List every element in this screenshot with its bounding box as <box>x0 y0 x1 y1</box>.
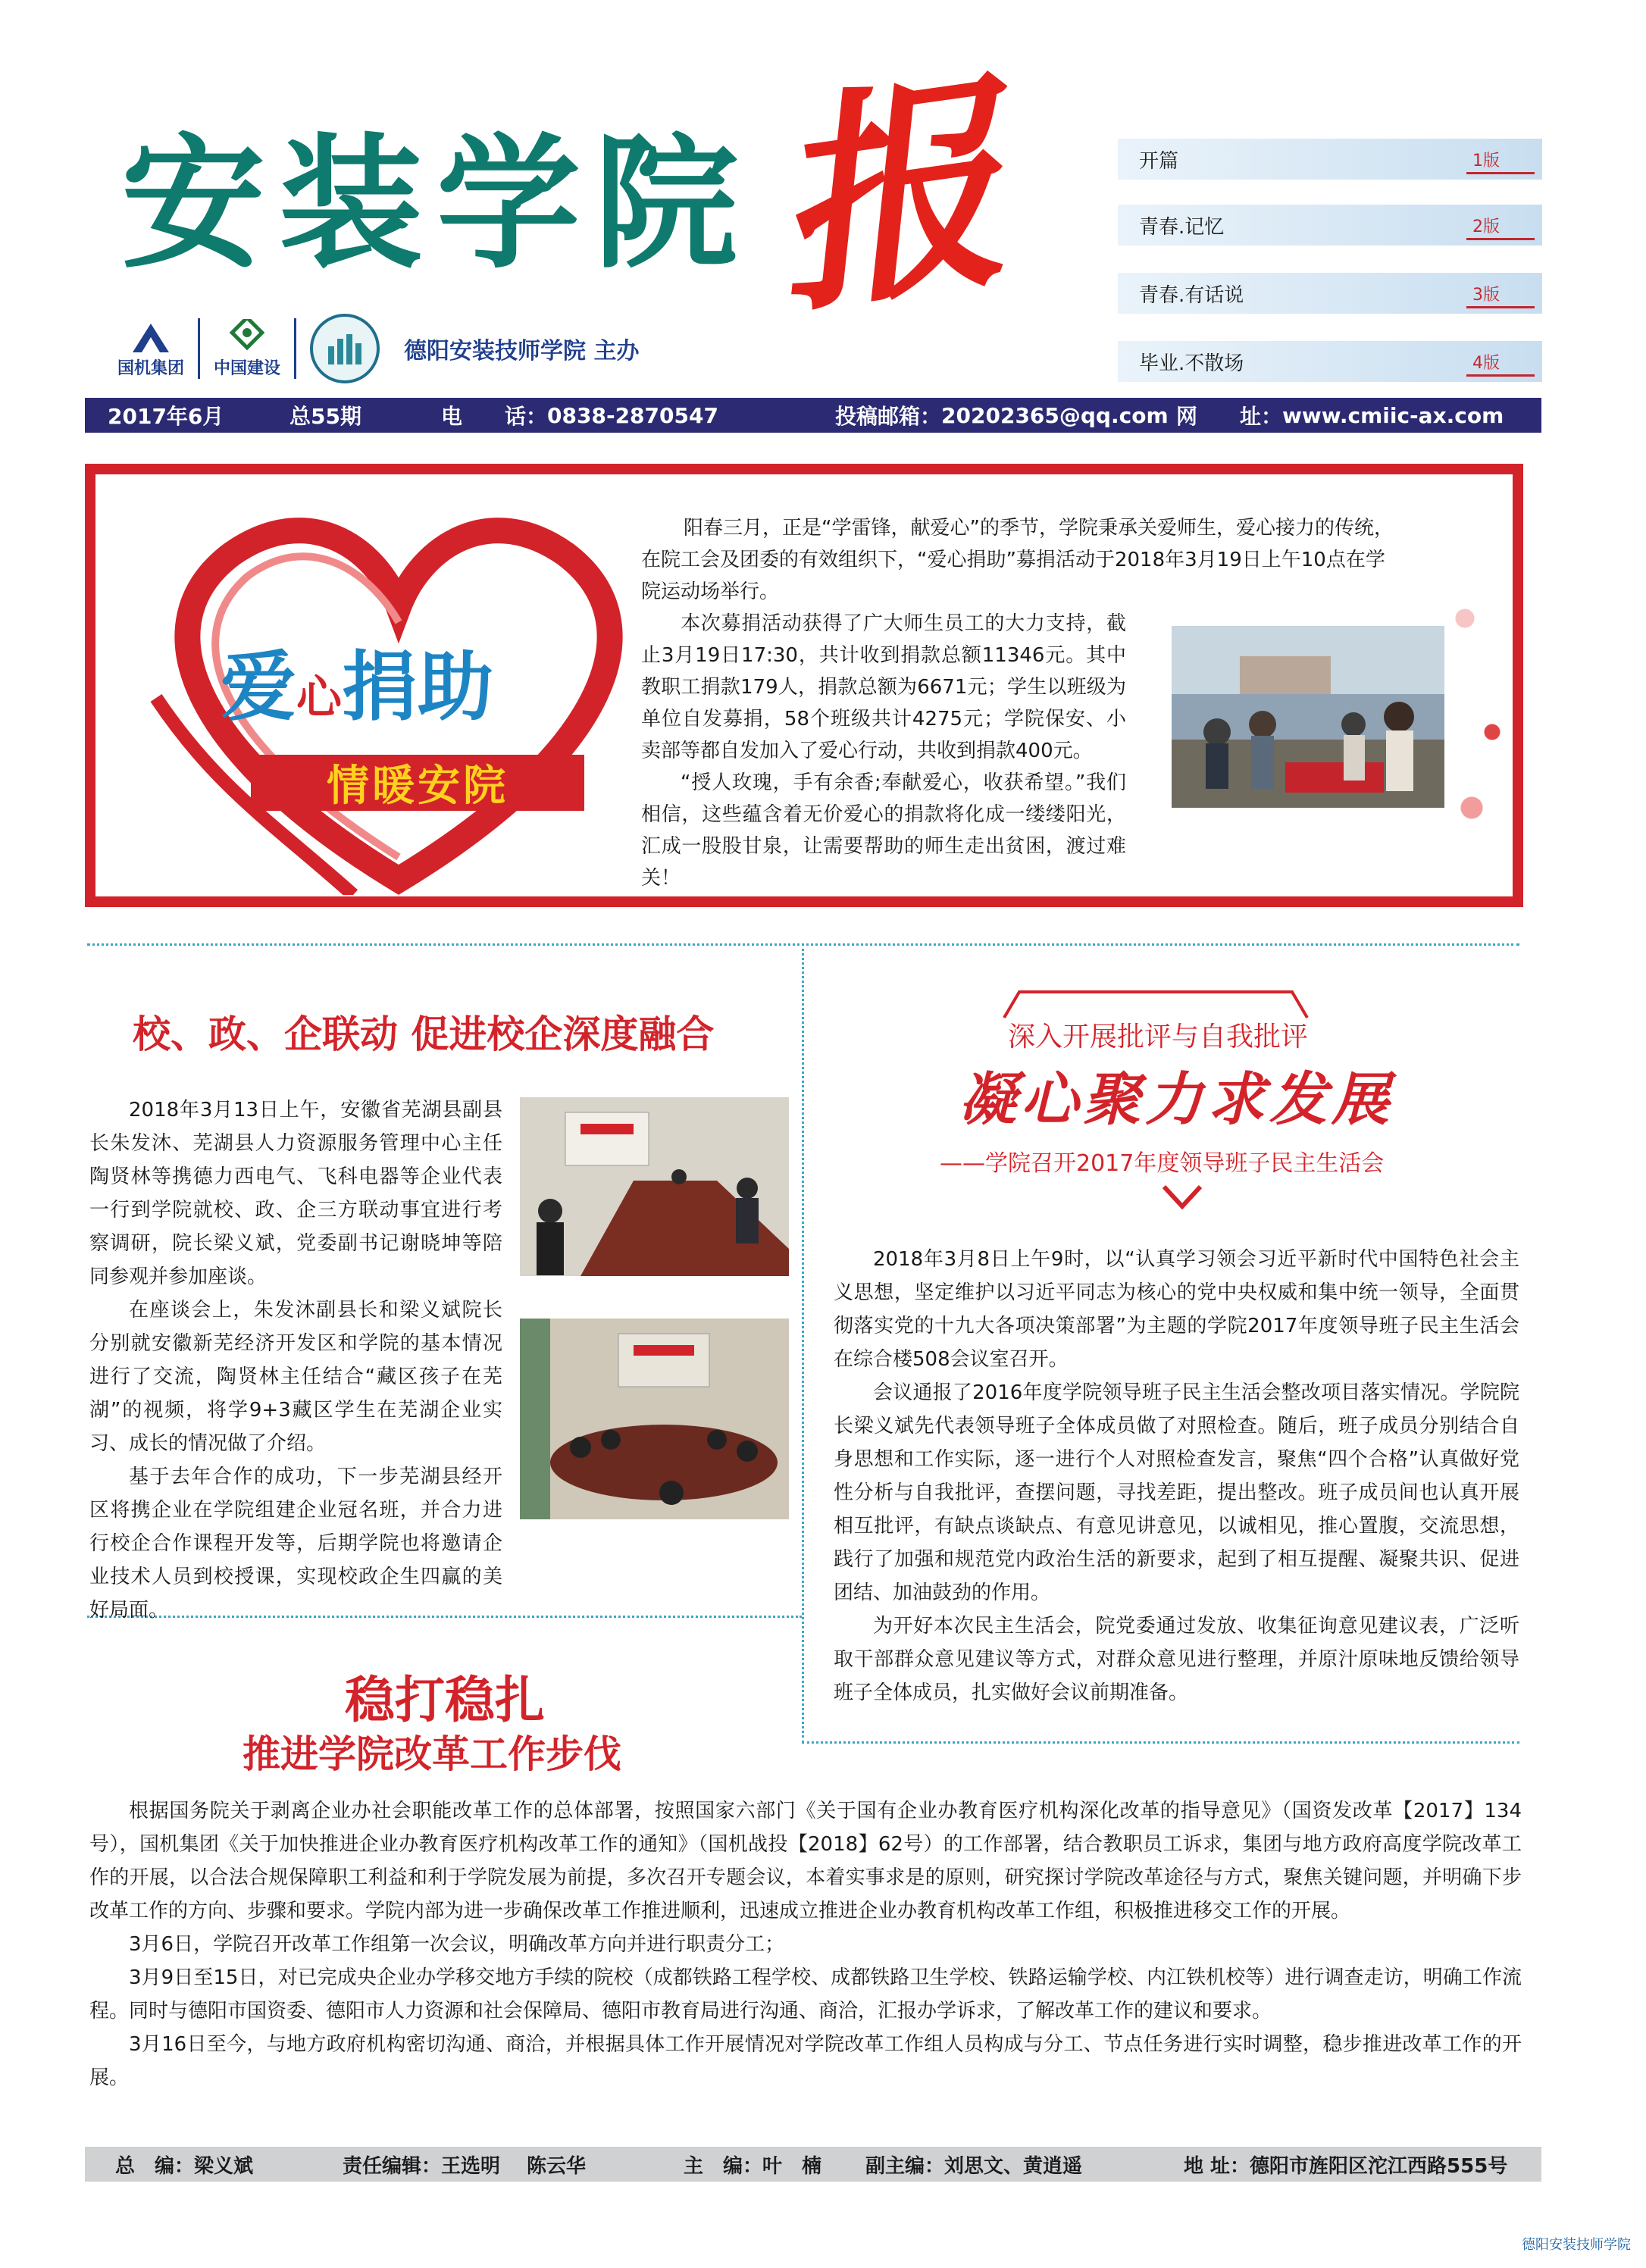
meeting-photo-1 <box>520 1097 789 1276</box>
guoji-logo-text: 国机集团 <box>117 358 185 378</box>
article3-title: 稳打稳扎 <box>345 1671 545 1729</box>
donation-photo-image <box>1172 626 1444 808</box>
corner-signature: 德阳安装技师学院 <box>1522 2237 1631 2253</box>
logo-row <box>117 311 639 386</box>
banner-heading: 爱心捐助 <box>221 643 493 731</box>
banner-subheading: 情暖安院 <box>251 755 584 811</box>
toc-item-qingchun-youhuashuo[interactable] <box>1118 273 1542 314</box>
toc-item-biye[interactable] <box>1118 341 1542 382</box>
phone-label: 电 话： <box>441 404 548 429</box>
article2-subtitle: ——学院召开2017年度领导班子民主生活会 <box>940 1150 1385 1177</box>
article2-paragraph: 会议通报了2016年度学院领导班子民主生活会整改项目落实情况。学院院长梁义斌先代表领导班子全体成员做了对照检查。随后，班子成员分别结合自身思想和工作实际，逐一进行个人对照检查发言，聚焦“四个合格”认真做好党性分析与自我批评，查摆问题，寻找差距，提出整改。班子成员间也认真开展相互批评，有缺点谈缺点、有意见讲意见，以诚相见，推心置腹，交流思想，践行了加强和规范党内政治生活的新要求，起到了相互提醒、凝聚共识、促进团结、加油鼓劲的作用。 <box>834 1381 1519 1604</box>
article3-paragraph: 3月6日，学院召开改革工作组第一次会议，明确改革方向并进行职责分工； <box>129 1933 785 1956</box>
chevron-down-icon <box>1159 1182 1205 1212</box>
toc-item-label: 毕业.不散场 <box>1139 352 1244 375</box>
article3-paragraph: 3月16日至今，与地方政府机构密切沟通、商洽，并根据具体工作开展情况对学院改革工作组人员构成与分工、节点任务进行实时调整，稳步推进改革工作的开展。 <box>89 2033 1522 2089</box>
charity-banner <box>85 464 1523 907</box>
article2-kicker: 深入开展批评与自我批评 <box>1008 1021 1309 1053</box>
editorial-footer <box>85 2147 1541 2182</box>
issue-date: 2017年6月 <box>108 404 224 429</box>
banner-text <box>641 512 1399 608</box>
email-value[interactable]: 20202365@qq.com <box>941 402 1169 428</box>
divider <box>802 1741 1519 1744</box>
web-label: 网 址： <box>1176 404 1283 429</box>
email-label: 投稿邮箱： <box>835 404 942 429</box>
web-value[interactable]: www.cmiic-ax.com <box>1282 402 1504 428</box>
toc-item-page: 4版 <box>1472 350 1535 374</box>
cscec-logo <box>214 319 280 379</box>
cscec-logo-text: 中国建设 <box>214 358 281 378</box>
banner-paragraph: 本次募捐活动获得了广大师生员工的大力支持，截止3月19日17:30，共计收到捐款总额11346元。其中教职工捐款179人，捐款总额为6671元；学生以班级为单位自发募捐，58个班级共计4275元；学院保安、小卖部等都自发加入了爱心行动，共收到捐款400元。 <box>641 612 1126 762</box>
guoji-logo <box>117 319 184 379</box>
school-seal-icon <box>310 314 380 383</box>
article1-body-top <box>89 1093 502 1294</box>
footer-responsible-editors: 责任编辑：王选明 陈云华 <box>343 2154 587 2178</box>
issue-number: 总55期 <box>289 404 361 429</box>
phone-value: 0838-2870547 <box>547 402 718 428</box>
toc-item-page: 1版 <box>1472 148 1535 171</box>
article3-subtitle: 推进学院改革工作步伐 <box>243 1732 621 1776</box>
banner-text-narrow <box>641 608 1126 894</box>
banner-paragraph: “授人玫瑰，手有余香;奉献爱心，收获希望。”我们相信，这些蕴含着无价爱心的捐款将化成一缕缕阳光，汇成一股股甘泉，让需要帮助的师生走出贫困，渡过难关！ <box>641 771 1126 890</box>
info-bar <box>85 398 1541 433</box>
footer-deputy-editors: 副主编：刘思文、黄逍遥 <box>865 2154 1083 2178</box>
article2-paragraph: 为开好本次民主生活会，院党委通过发放、收集征询意见建议表，广泛听取干部群众意见建议等方式，对群众意见进行整理，并原汁原味地反馈给领导班子全体成员，扎实做好会议前期准备。 <box>834 1615 1519 1704</box>
article1-paragraph: 基于去年合作的成功，下一步芜湖县经开区将携企业在学院组建企业冠名班，并合力进行校企合作课程开发等，后期学院也将邀请企业技术人员到校授课，实现校政企生四赢的美好局面。 <box>89 1466 502 1622</box>
article2-paragraph: 2018年3月8日上午9时，以“认真学习领会习近平新时代中国特色社会主义思想，坚定维护以习近平同志为核心的党中央权威和集中统一领导，全面贯彻落实党的十九大各项决策部署”为主题的学院2017年度领导班子民主生活会在综合楼508会议室召开。 <box>834 1248 1519 1371</box>
toc-item-label: 青春.有话说 <box>1139 283 1244 307</box>
host-label: 德阳安装技师学院 主办 <box>404 338 640 364</box>
cscec-logo-icon <box>226 319 268 355</box>
article1-paragraph: 在座谈会上，朱发沐副县长和梁义斌院长分别就安徽新芜经济开发区和学院的基本情况进行了交流，陶贤林主任结合“藏区孩子在芜湖”的视频，将学9+3藏区学生在芜湖企业实习、成长的情况做了介绍。 <box>89 1299 502 1455</box>
toc-item-label: 开篇 <box>1139 149 1179 173</box>
toc-item-page: 2版 <box>1472 214 1535 237</box>
toc-item-label: 青春.记忆 <box>1139 215 1225 239</box>
article3-body <box>89 1794 1522 2094</box>
meeting-photo-2 <box>520 1319 789 1519</box>
article1-paragraph: 2018年3月13日上午，安徽省芜湖县副县长朱发沐、芜湖县人力资源服务管理中心主任陶贤林等携德力西电气、飞科电器等企业代表一行到学院就校、政、企三方联动事宜进行考察调研，院长梁义斌，党委副书记谢晓坤等陪同参观并参加座谈。 <box>89 1099 502 1288</box>
article3-paragraph: 根据国务院关于剥离企业办社会职能改革工作的总体部署，按照国家六部门《关于国有企业办教育医疗机构深化改革的指导意见》（国资发改革【2017】134号），国机集团《关于加快推进企业办教育医疗机构改革工作的通知》（国机战投【2018】62号）的工作部署，结合教职员工诉求，集团与地方政府高度学院改革工作的开展，以合法合规保障职工利益和利于学院发展为前提，多次召开专题会议，本着实事求是的原则，研究探讨学院改革途径与方式，聚焦关键问题，并明确下步改革工作的方向、步骤和要求。学院内部为进一步确保改革工作推进顺利，迅速成立推进企业办教育机构改革工作组，积极推进移交工作的开展。 <box>89 1800 1522 1922</box>
masthead-bao-character: 报 <box>755 48 1019 346</box>
donation-photo <box>1172 626 1444 808</box>
guoji-logo-icon <box>130 319 172 355</box>
toc-item-page: 3版 <box>1472 282 1535 305</box>
article2-body <box>834 1243 1519 1710</box>
toc-item-kaipian[interactable] <box>1118 139 1542 180</box>
article2-title: 凝心聚力求发展 <box>959 1065 1394 1133</box>
logo-divider <box>198 318 200 379</box>
article1-body-mid <box>89 1294 502 1460</box>
article3-paragraph: 3月9日至15日，对已完成央企业办学移交地方手续的院校（成都铁路工程学校、成都铁路卫生学校、铁路运输学校、内江铁机校等）进行调查走访，明确工作流程。同时与德阳市国资委、德阳市人力资源和社会保障局、德阳市教育局进行沟通、商洽，汇报办学诉求，了解改革工作的建议和要求。 <box>89 1966 1522 2022</box>
toc-item-qingchun-jiyi[interactable] <box>1118 205 1542 246</box>
banner-paragraph: 阳春三月，正是“学雷锋，献爱心”的季节，学院秉承关爱师生，爱心接力的传统，在院工会及团委的有效组织下，“爱心捐助”募捐活动于2018年3月19日上午10点在学院运动场举行。 <box>641 517 1394 603</box>
article1-title: 校、政、企联动 促进校企深度融合 <box>133 1012 715 1056</box>
logo-divider <box>294 318 296 379</box>
meeting-photo-2-image <box>520 1319 789 1519</box>
masthead-title: 安装学院 <box>121 120 753 288</box>
footer-main-editor: 主 编：叶 楠 <box>684 2154 822 2178</box>
cherry-blossom-decoration <box>1444 505 1513 884</box>
title-bracket-icon <box>989 989 1322 1019</box>
footer-address: 地 址：德阳市旌阳区沱江西路555号 <box>1184 2154 1508 2178</box>
meeting-photo-1-image <box>520 1097 789 1276</box>
footer-chief-editor: 总 编：梁义斌 <box>115 2154 254 2178</box>
